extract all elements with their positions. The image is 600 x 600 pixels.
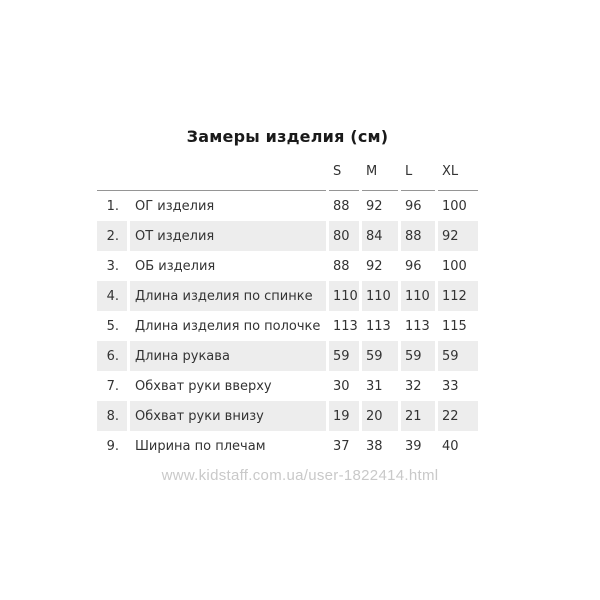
row-number: 7.	[106, 378, 119, 394]
value-m: 113	[366, 318, 391, 334]
value-s: 110	[329, 281, 359, 311]
row-label: ОГ изделия	[135, 198, 215, 214]
row-label: Длина изделия по спинке	[130, 281, 326, 311]
table-header-row	[97, 164, 478, 191]
value-m: 31	[366, 378, 383, 394]
row-number: 4.	[97, 281, 127, 311]
table-row	[97, 221, 478, 251]
value-s: 37	[333, 438, 350, 454]
table-row	[97, 251, 478, 281]
value-l: 96	[405, 258, 422, 274]
value-xl: 22	[438, 401, 478, 431]
column-header-l: L	[401, 164, 435, 191]
value-l: 110	[401, 281, 435, 311]
row-number: 6.	[97, 341, 127, 371]
table-row	[97, 281, 478, 311]
value-l: 96	[405, 198, 422, 214]
column-header-xl: XL	[438, 164, 478, 191]
value-s: 88	[333, 198, 350, 214]
table-row	[97, 431, 478, 461]
row-number: 8.	[97, 401, 127, 431]
row-label: ОБ изделия	[135, 258, 216, 274]
row-number: 3.	[106, 258, 119, 274]
value-m: 110	[362, 281, 398, 311]
measurements-table	[94, 164, 481, 461]
value-s: 113	[333, 318, 358, 334]
value-s: 30	[333, 378, 350, 394]
value-xl: 112	[438, 281, 478, 311]
value-xl: 33	[442, 378, 459, 394]
row-label: Обхват руки вверху	[135, 378, 272, 394]
row-number: 9.	[106, 438, 119, 454]
header-empty-cell	[97, 164, 326, 191]
row-number: 2.	[97, 221, 127, 251]
table-row	[97, 191, 478, 221]
value-s: 80	[329, 221, 359, 251]
value-m: 38	[366, 438, 383, 454]
value-l: 39	[405, 438, 422, 454]
row-label: Длина рукава	[130, 341, 326, 371]
table-row	[97, 311, 478, 341]
value-xl: 59	[438, 341, 478, 371]
value-xl: 92	[438, 221, 478, 251]
row-number: 5.	[106, 318, 119, 334]
value-m: 84	[362, 221, 398, 251]
value-s: 59	[329, 341, 359, 371]
value-s: 19	[329, 401, 359, 431]
column-header-s: S	[329, 164, 359, 191]
page-title: Замеры изделия (см)	[186, 127, 389, 146]
row-label: Ширина по плечам	[135, 438, 266, 454]
row-number: 1.	[106, 198, 119, 214]
value-m: 20	[362, 401, 398, 431]
table-row	[97, 371, 478, 401]
value-l: 88	[401, 221, 435, 251]
table-row	[97, 401, 478, 431]
value-m: 59	[362, 341, 398, 371]
row-label: Обхват руки внизу	[130, 401, 326, 431]
value-l: 21	[401, 401, 435, 431]
column-header-m: M	[362, 164, 398, 191]
row-label: ОТ изделия	[130, 221, 326, 251]
value-m: 92	[366, 198, 383, 214]
table-row	[97, 341, 478, 371]
row-label: Длина изделия по полочке	[135, 318, 321, 334]
value-xl: 100	[442, 198, 467, 214]
value-l: 113	[405, 318, 430, 334]
value-m: 92	[366, 258, 383, 274]
value-l: 59	[401, 341, 435, 371]
value-xl: 115	[442, 318, 467, 334]
value-xl: 40	[442, 438, 459, 454]
watermark-url: www.kidstaff.com.ua/user-1822414.html	[161, 467, 439, 484]
value-l: 32	[405, 378, 422, 394]
value-s: 88	[333, 258, 350, 274]
value-xl: 100	[442, 258, 467, 274]
